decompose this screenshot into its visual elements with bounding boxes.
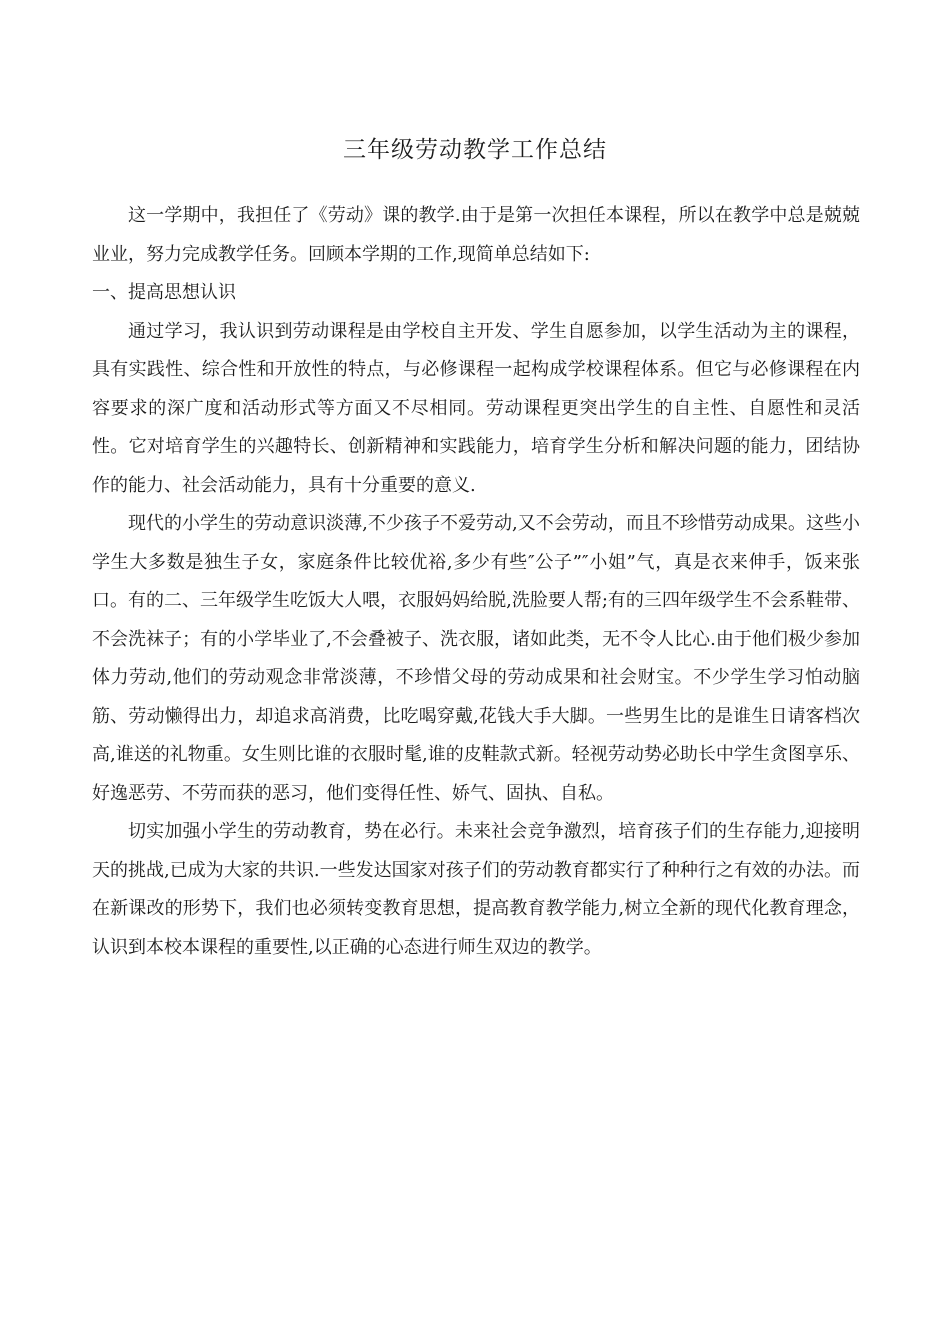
intro-paragraph: 这一学期中，我担任了《劳动》课的教学.由于是第一次担任本课程，所以在教学中总是兢兢业业，努力完成教学任务。回顾本学期的工作,现简单总结如下: xyxy=(92,205,860,265)
section-heading: 一、提高思想认识 xyxy=(92,282,236,303)
body-paragraph-3: 切实加强小学生的劳动教育，势在必行。未来社会竞争激烈，培育孩子们的生存能力,迎接明天的挑战,已成为大家的共识.一些发达国家对孩子们的劳动教育都实行了种种行之有效的办法。而在新课改的形势下，我们也必须转变教育思想，提高教育教学能力,树立全新的现代化教育理念，认识到本校本课程的重要性,以正确的心态进行师生双边的教学。 xyxy=(92,821,860,958)
document-body xyxy=(92,197,860,967)
body-paragraph-2: 现代的小学生的劳动意识淡薄,不少孩子不爱劳动,又不会劳动，而且不珍惜劳动成果。这些小学生大多数是独生子女，家庭条件比较优裕,多少有些″公子”″小姐”气，真是衣来伸手，饭来张口。有的二、三年级学生吃饭大人喂，衣服妈妈给脱,洗脸要人帮;有的三四年级学生不会系鞋带、不会洗袜子；有的小学毕业了,不会叠被子、洗衣服，诸如此类，无不令人比心.由于他们极少参加体力劳动,他们的劳动观念非常淡薄，不珍惜父母的劳动成果和社会财宝。不少学生学习怕动脑筋、劳动懒得出力，却追求高消费，比吃喝穿戴,花钱大手大脚。一些男生比的是谁生日请客档次高,谁送的礼物重。女生则比谁的衣服时髦,谁的皮鞋款式新。轻视劳动势必助长中学生贪图享乐、好逸恶劳、不劳而获的恶习，他们变得任性、娇气、固执、自私。 xyxy=(92,513,860,804)
body-paragraph-1: 通过学习，我认识到劳动课程是由学校自主开发、学生自愿参加，以学生活动为主的课程，具有实践性、综合性和开放性的特点，与必修课程一起构成学校课程体系。但它与必修课程在内容要求的深广度和活动形式等方面又不尽相同。劳动课程更突出学生的自主性、自愿性和灵活性。它对培育学生的兴趣特长、创新精神和实践能力，培育学生分析和解决问题的能力，团结协作的能力、社会活动能力，具有十分重要的意义. xyxy=(92,320,860,496)
document-title: 三年级劳动教学工作总结 xyxy=(343,137,607,163)
